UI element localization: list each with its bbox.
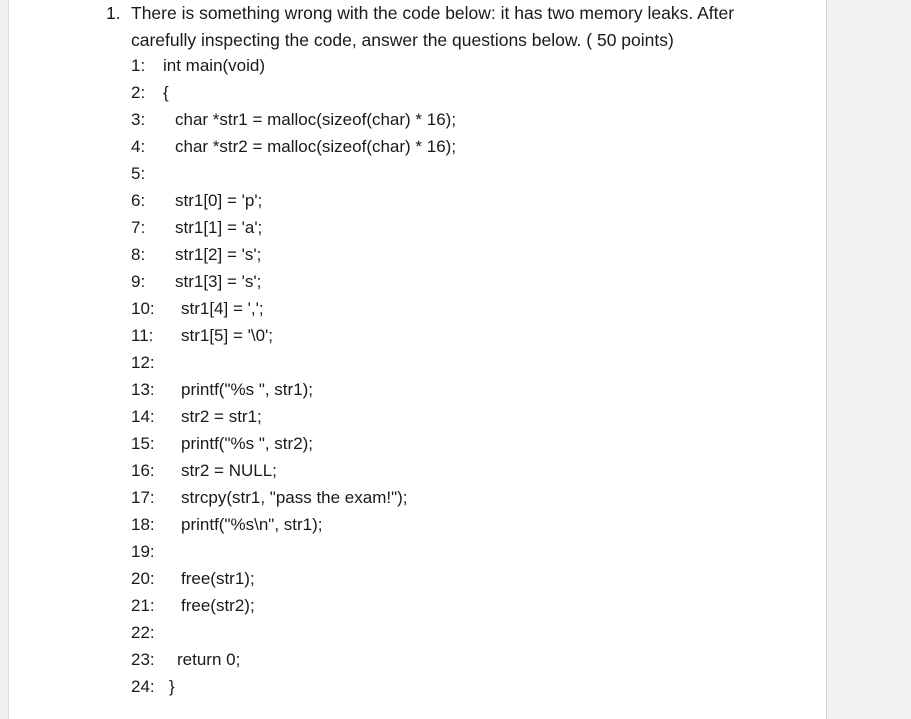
line-number: 20: [131, 569, 155, 588]
line-number: 1: [131, 56, 146, 75]
code-text: str1[2] = 's'; [175, 245, 262, 264]
line-number: 5: [131, 164, 146, 183]
code-text: str1[4] = ','; [181, 299, 264, 318]
line-number: 6: [131, 191, 146, 210]
line-number: 14: [131, 407, 155, 426]
line-number: 2: [131, 83, 146, 102]
line-number: 4: [131, 137, 146, 156]
line-number: 22: [131, 623, 155, 642]
line-number: 11: [131, 326, 154, 345]
line-number: 12: [131, 353, 155, 372]
code-text: char *str2 = malloc(sizeof(char) * 16); [175, 137, 457, 156]
line-number: 7: [131, 218, 146, 237]
code-text: free(str2); [181, 596, 255, 615]
line-number: 9: [131, 272, 146, 291]
code-text: str1[5] = '\0'; [181, 326, 274, 345]
code-text: { [163, 83, 169, 102]
code-text: free(str1); [181, 569, 255, 588]
question-text: There is something wrong with the code below: it has two memory leaks. After carefully inspecting the code, answer the questions below. ( 50 points) [131, 3, 735, 50]
code-text: str1[1] = 'a'; [175, 218, 263, 237]
code-text: char *str1 = malloc(sizeof(char) * 16); [175, 110, 457, 129]
code-text: str1[0] = 'p'; [175, 191, 263, 210]
code-text: str1[3] = 's'; [175, 272, 262, 291]
code-text: } [169, 677, 175, 696]
code-text: str2 = NULL; [181, 461, 277, 480]
code-text: printf("%s\n", str1); [181, 515, 323, 534]
line-number: 8: [131, 245, 146, 264]
code-text: str2 = str1; [181, 407, 262, 426]
line-number: 19: [131, 542, 155, 561]
line-number: 23: [131, 650, 155, 669]
code-text: strcpy(str1, "pass the exam!"); [181, 488, 408, 507]
code-text: return 0; [177, 650, 241, 669]
code-text: printf("%s ", str1); [181, 380, 314, 399]
line-number: 10: [131, 299, 155, 318]
line-number: 24: [131, 677, 155, 696]
left-margin [0, 0, 9, 719]
code-text: int main(void) [163, 56, 266, 75]
line-number: 16: [131, 461, 155, 480]
line-number: 18: [131, 515, 155, 534]
line-number: 13: [131, 380, 155, 399]
line-number: 3: [131, 110, 146, 129]
line-number: 15: [131, 434, 155, 453]
line-number: 17: [131, 488, 155, 507]
code-text: printf("%s ", str2); [181, 434, 314, 453]
right-margin [826, 0, 911, 719]
question-number: 1. [106, 3, 121, 23]
line-number: 21: [131, 596, 155, 615]
